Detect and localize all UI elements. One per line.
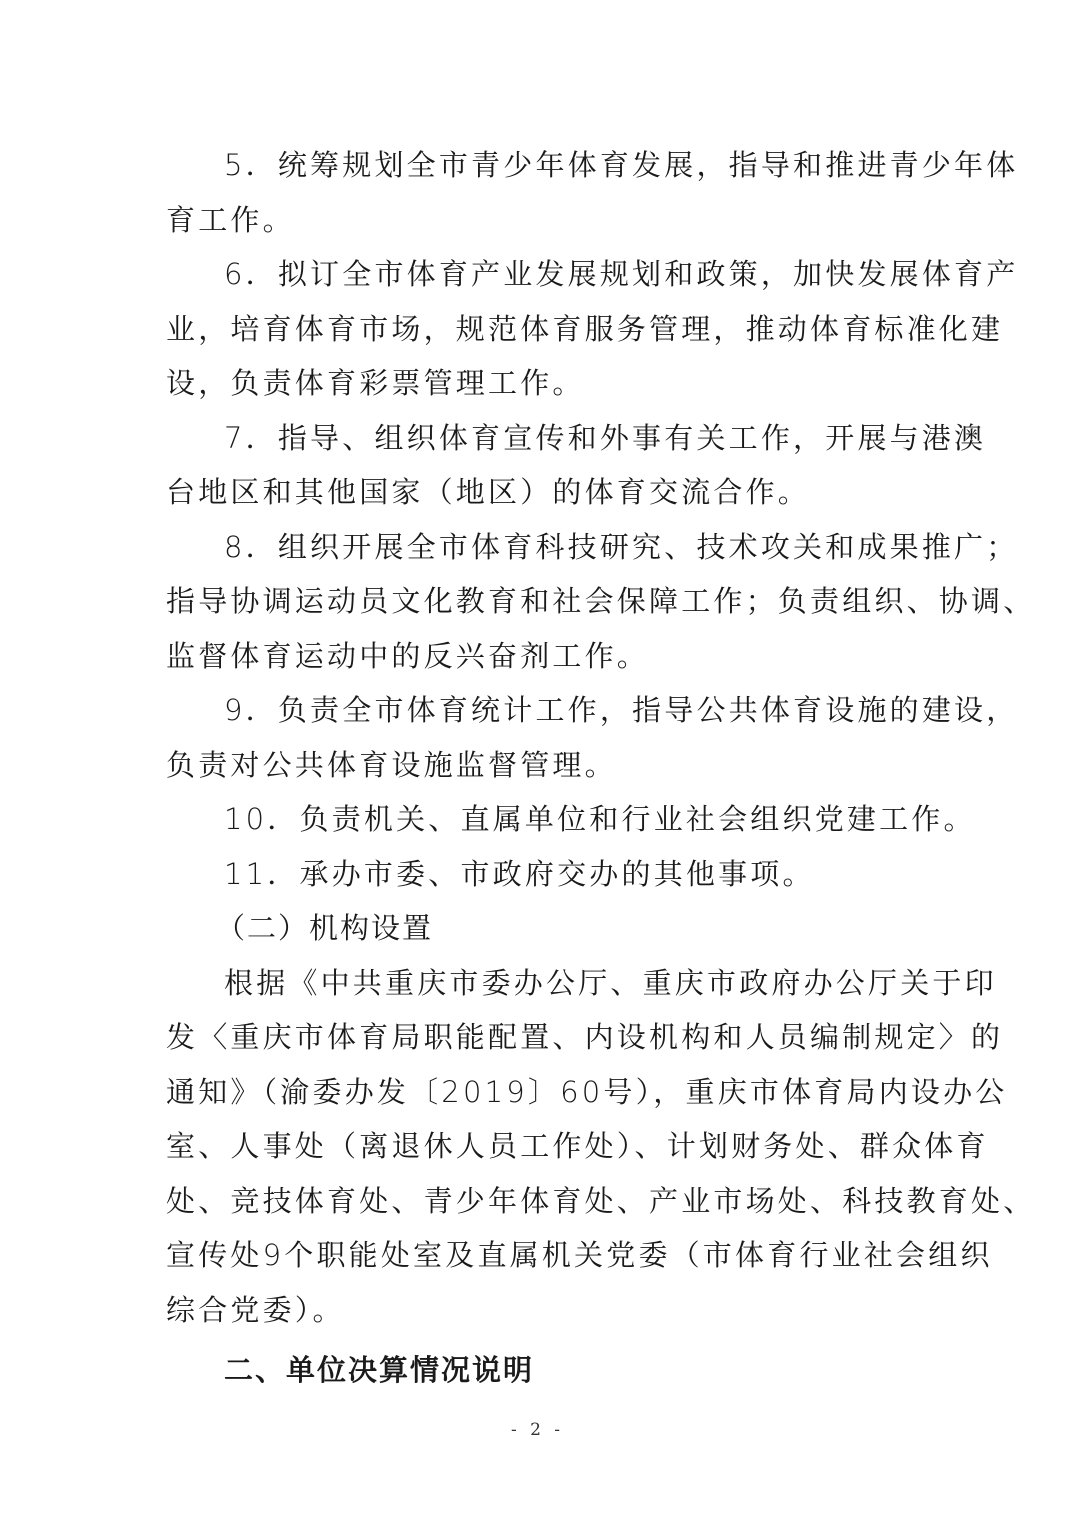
text-line: 室、人事处（离退休人员工作处）、计划财务处、群众体育 [166, 1129, 989, 1163]
text-line: 9．负责全市体育统计工作，指导公共体育设施的建设， [224, 693, 1019, 727]
text-line: 10．负责机关、直属单位和行业社会组织党建工作。 [224, 802, 976, 836]
text-line: 业，培育体育市场，规范体育服务管理，推动体育标准化建 [166, 311, 1004, 346]
text-line: 6．拟订全市体育产业发展规划和政策，加快发展体育产 [224, 257, 1019, 291]
text-line: 设，负责体育彩票管理工作。 [166, 366, 585, 400]
text-line: 5．统筹规划全市青少年体育发展，指导和推进青少年体 [224, 148, 1019, 182]
duty-item-10 [166, 792, 976, 847]
duty-item-9 [166, 683, 1019, 792]
duty-item-8 [166, 520, 1036, 684]
text-line: 监督体育运动中的反兴奋剂工作。 [166, 638, 650, 673]
text-line: 7．指导、组织体育宣传和外事有关工作，开展与港澳 [224, 420, 987, 455]
text-line: 宣传处9个职能处室及直属机关党委（市体育行业社会组织 [166, 1238, 993, 1272]
duty-item-6 [166, 247, 1019, 411]
duty-item-11 [166, 847, 916, 902]
text-line: 发〈重庆市体育局职能配置、内设机构和人员编制规定〉的 [166, 1020, 1004, 1054]
text-line: 8．组织开展全市体育科技研究、技术攻关和成果推广； [224, 529, 1019, 564]
text-line: 指导协调运动员文化教育和社会保障工作；负责组织、协调、 [166, 584, 1036, 618]
text-line: 处、竞技体育处、青少年体育处、产业市场处、科技教育处、 [166, 1183, 1036, 1218]
duty-item-5 [166, 138, 1019, 247]
document-page [166, 138, 1036, 1398]
text-line: 台地区和其他国家（地区）的体育交流合作。 [166, 475, 811, 509]
text-line: 根据《中共重庆市委办公厅、重庆市政府办公厅关于印 [224, 965, 997, 1000]
text-line: 通知》（渝委办发〔2019〕60号），重庆市体育局内设办公 [166, 1074, 1008, 1109]
org-structure-paragraph [166, 956, 1036, 1338]
duty-item-7 [166, 411, 987, 520]
text-line: 综合党委）。 [166, 1292, 345, 1327]
section-heading-final-accounts: 二、单位决算情况说明 [224, 1353, 535, 1387]
sub-heading-org-structure: （二）机构设置 [216, 911, 434, 945]
text-line: 育工作。 [166, 202, 295, 237]
text-line: 负责对公共体育设施监督管理。 [166, 747, 617, 782]
page-number: - 2 - [510, 1420, 565, 1440]
text-line: 11．承办市委、市政府交办的其他事项。 [224, 856, 815, 891]
